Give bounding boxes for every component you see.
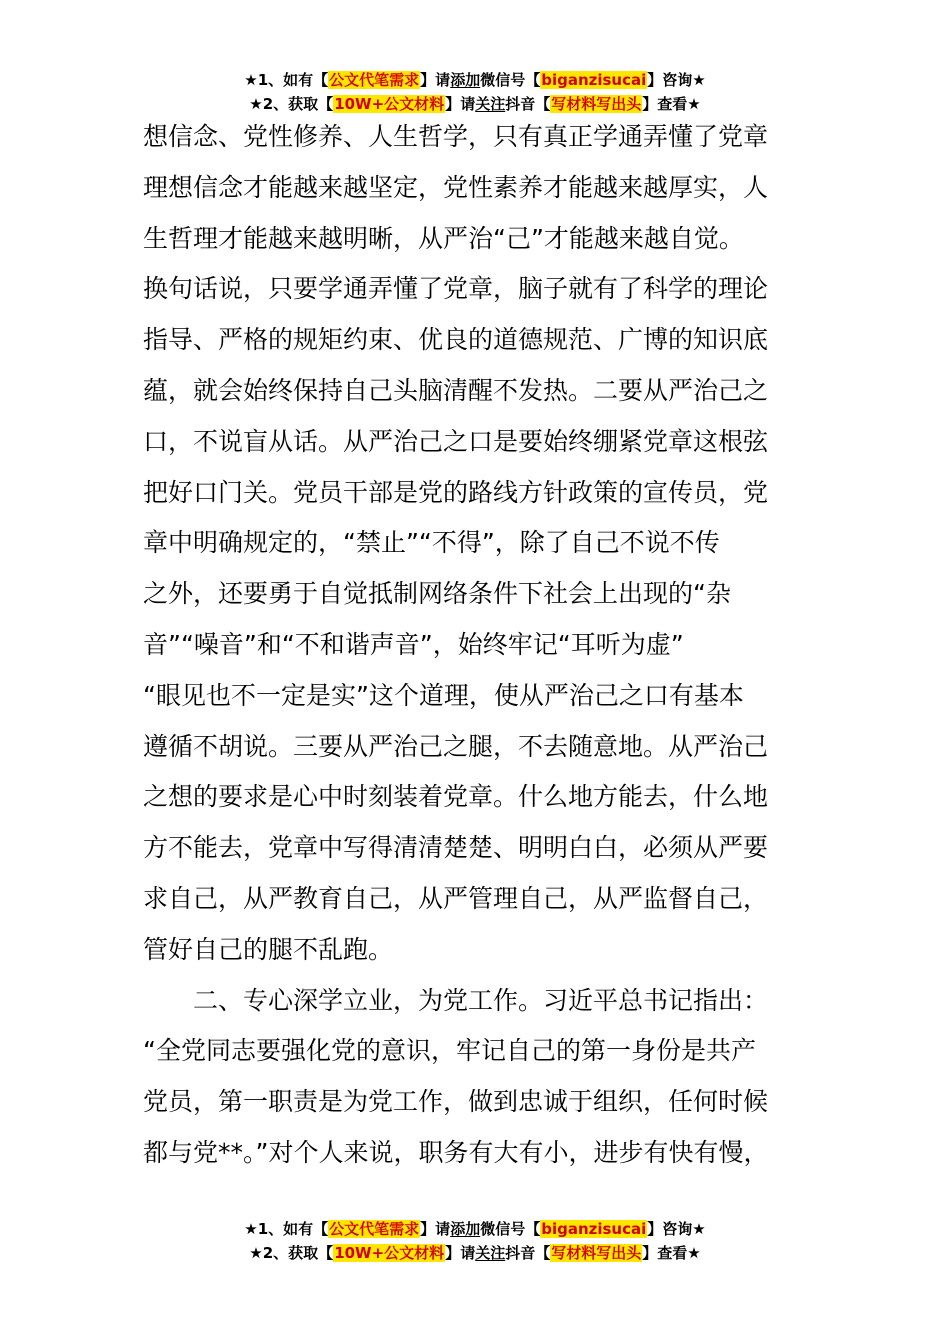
highlight-service: 公文代笔需求 [329,1220,420,1238]
text-line: 求自己，从严教育自己，从严管理自己，从严监督自己， [143,883,769,913]
banner-text: 】咨询★ [647,1220,706,1238]
banner-text: 】请 [445,95,476,113]
highlight-wechat-id: biganzisucai [541,1220,647,1238]
text-line: 方不能去，党章中写得清清楚楚、明明白白，必须从严要 [143,833,769,863]
text-line: 理想信念才能越来越坚定，党性素养才能越来越厚实，人 [143,172,769,202]
section-heading-line: 二、专心深学立业，为党工作。习近平总书记指出： [193,985,769,1015]
text-line: 之想的要求是心中时刻装着党章。什么地方能去，什么地 [143,782,769,812]
text-line: 都与党**。”对个人来说，职务有大有小，进步有快有慢， [143,1137,769,1167]
banner-text: 】查看★ [642,95,701,113]
banner-underlined-text: 关注 [475,1244,506,1262]
text-line: 指导、严格的规矩约束、优良的道德规范、广博的知识底 [143,325,769,355]
text-line: 换句话说，只要学通弄懂了党章，脑子就有了科学的理论 [143,274,769,304]
banner-line-1 [0,1217,950,1241]
text-line: 党员，第一职责是为党工作，做到忠诚于组织，任何时候 [143,1087,769,1117]
banner-text: 】请 [445,1244,476,1262]
banner-text: 】查看★ [642,1244,701,1262]
banner-text: 抖音【 [505,1244,551,1262]
banner-line-2 [0,1241,950,1265]
text-line: 遵循不胡说。三要从严治己之腿，不去随意地。从严治己 [143,731,769,761]
text-line: 生哲理才能越来越明晰，从严治“己”才能越来越自觉。 [143,223,744,253]
text-line: 之外，还要勇于自觉抵制网络条件下社会上出现的“杂 [143,579,731,609]
text-line: 把好口门关。党员干部是党的路线方针政策的宣传员，党 [143,477,769,507]
banner-text: 微信号【 [480,1220,541,1238]
highlight-service: 公文代笔需求 [329,71,420,89]
footer-banner [0,1217,950,1265]
banner-text: ★1、如有【 [244,1220,329,1238]
banner-text: 】请 [420,1220,451,1238]
text-line: 想信念、党性修养、人生哲学，只有真正学通弄懂了党章 [143,122,769,151]
banner-text: ★1、如有【 [244,71,329,89]
text-line: 章中明确规定的，“禁止”“不得”，除了自己不说不传 [143,528,720,558]
banner-text: 】咨询★ [647,71,706,89]
text-line: “眼见也不一定是实”这个道理，使从严治己之口有基本 [143,680,744,710]
banner-underlined-text: 关注 [475,95,506,113]
text-line: 口，不说盲从话。从严治己之口是要始终绷紧党章这根弦 [143,426,769,456]
highlight-materials: 10W+公文材料 [334,1244,445,1262]
banner-line-1 [0,68,950,92]
banner-underlined-text: 添加 [450,1220,481,1238]
banner-text: 】请 [420,71,451,89]
banner-underlined-text: 添加 [450,71,481,89]
text-line: 音”“噪音”和“不和谐声音”，始终牢记“耳听为虚” [143,629,684,659]
text-line: “全党同志要强化党的意识，牢记自己的第一身份是共产 [143,1036,756,1066]
banner-text: 微信号【 [480,71,541,89]
banner-text: ★2、获取【 [249,95,334,113]
highlight-douyin-account: 写材料写出头 [551,1244,642,1262]
header-banner [0,68,950,116]
highlight-douyin-account: 写材料写出头 [551,95,642,113]
banner-text: ★2、获取【 [249,1244,334,1262]
document-body [143,112,823,1179]
highlight-wechat-id: biganzisucai [541,71,647,89]
text-line: 蕴，就会始终保持自己头脑清醒不发热。二要从严治己之 [143,375,769,405]
highlight-materials: 10W+公文材料 [334,95,445,113]
text-line: 管好自己的腿不乱跑。 [143,934,394,964]
banner-text: 抖音【 [505,95,551,113]
